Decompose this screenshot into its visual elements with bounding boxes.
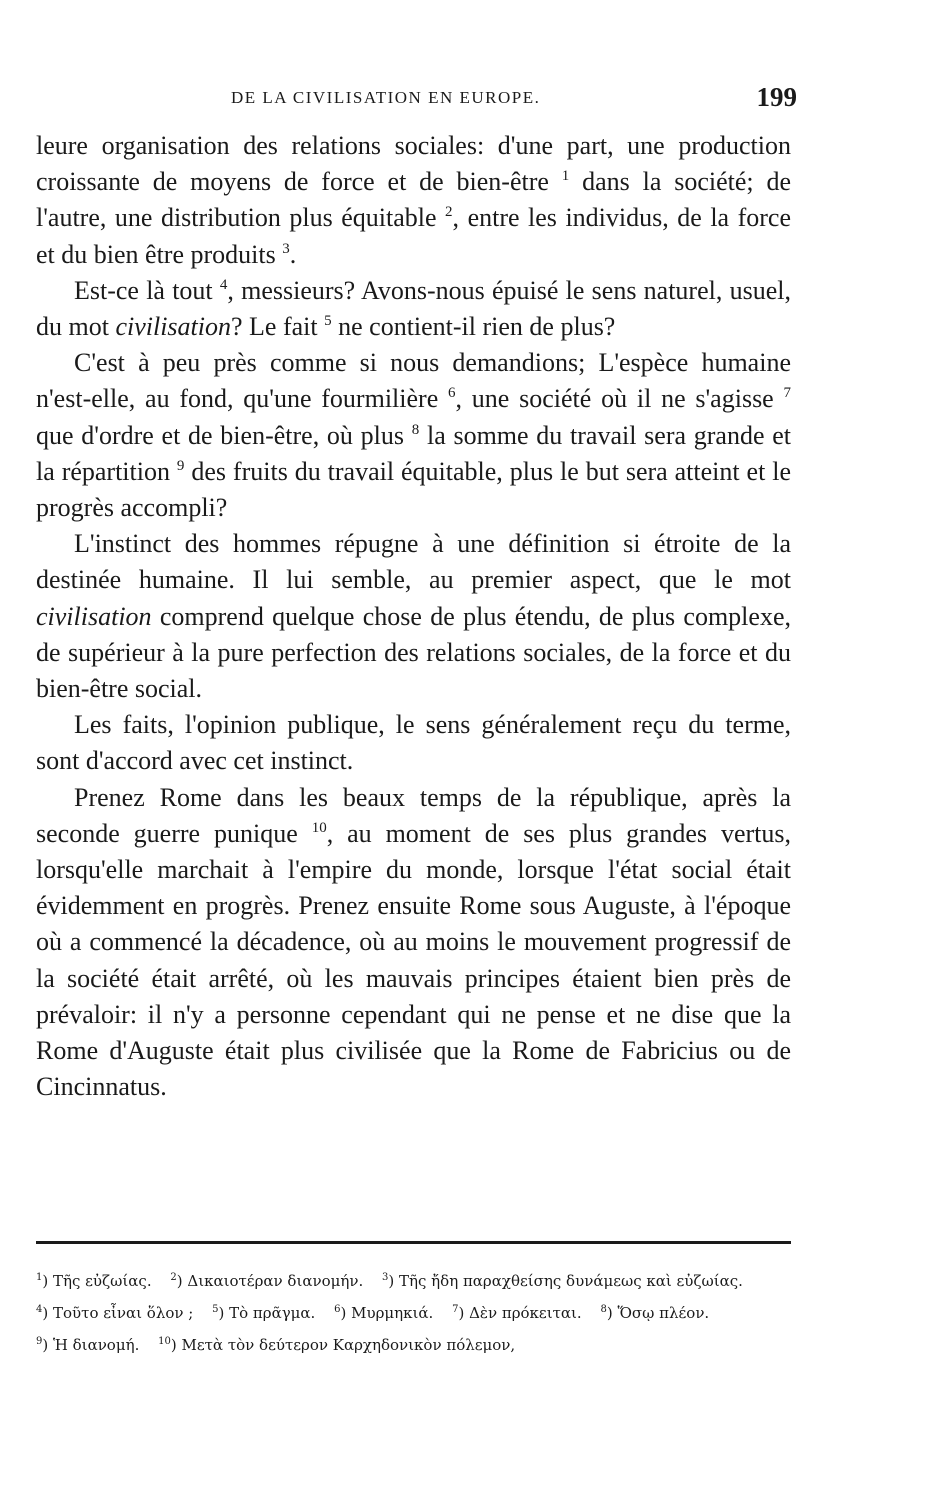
footnote-paren: ) <box>218 1304 230 1322</box>
footnote-number: 6 <box>334 1304 341 1315</box>
footnote-rule <box>36 1241 791 1244</box>
text-run: la somme du travail sera grande et la répartition <box>36 420 791 486</box>
text-run: dans la société; de l'autre, une distribution plus équitable <box>36 167 791 233</box>
footnote-marker: 7 <box>783 385 792 402</box>
text-run: , au moment de ses plus grandes vertus, lorsqu'elle marchait à l'empire du monde, lorsque l'état social était évidemment en progrès. Prenez ensuite Rome sous Auguste, à l'époque où a commencé la décadence, où au moins le mouvement progressif de la société était arrêté, où les mauvais principes étaient bien près de prévaloir: il n'y a personne cependant qui ne pense et ne dise que la Rome d'Auguste était plus civilisée que la Rome de Fabricius ou de Cincinnatus. <box>36 818 791 1102</box>
footnote <box>36 1272 152 1290</box>
footnote <box>36 1336 139 1354</box>
paragraph <box>36 526 791 707</box>
footnote-paren: ) <box>170 1336 182 1354</box>
text-run: L'instinct des hommes répugne à une définition si étroite de la destinée humaine. Il lui semble, au premier aspect, que le mot <box>36 529 791 595</box>
paragraph <box>36 273 791 345</box>
running-head <box>36 82 797 114</box>
footnote-number: 3 <box>382 1272 389 1283</box>
footnote-paren: ) <box>42 1272 53 1290</box>
footnote-marker: 5 <box>324 313 332 330</box>
footnote-paren: ) <box>42 1336 53 1354</box>
body-text <box>36 128 791 1105</box>
footnote-paren: ) <box>340 1304 352 1322</box>
footnote-text: Μετὰ τὸν δεύτερον Καρχηδονικὸν πόλεμον, <box>181 1336 516 1354</box>
footnote <box>36 1304 193 1322</box>
footnote-marker: 10 <box>311 819 327 836</box>
footnote-marker: 8 <box>411 421 420 438</box>
text-run: , une société où il ne s'agisse <box>455 384 784 414</box>
footnote-text: Τῆς εὐζωίας. <box>53 1272 152 1290</box>
footnote-text: Τοῦτο εἶναι ὅλον ; <box>53 1304 194 1322</box>
footnote-paren: ) <box>176 1272 188 1290</box>
page-number: 199 <box>756 82 797 112</box>
text-run: ? Le fait <box>231 312 325 342</box>
footnote-marker: 6 <box>448 385 456 402</box>
footnote <box>212 1304 315 1322</box>
text-run: C'est à peu près comme si nous demandions; L'espèce humaine n'est-elle, au fond, qu'une fourmilière <box>36 348 791 414</box>
footnote-number: 9 <box>36 1336 43 1347</box>
footnote <box>382 1272 743 1290</box>
footnote-text: Τὸ πρᾶγμα. <box>229 1304 316 1322</box>
paragraph <box>36 345 791 526</box>
footnote-paren: ) <box>458 1304 470 1322</box>
text-run: ne contient-il rien de plus? <box>331 312 616 342</box>
footnote-number: 7 <box>452 1304 459 1315</box>
footnote-number: 5 <box>212 1304 219 1315</box>
text-run: Prenez Rome dans les beaux temps de la république, après la seconde guerre punique <box>36 782 791 848</box>
footnote-number: 2 <box>170 1272 177 1283</box>
emphasis: civilisation <box>115 312 231 342</box>
text-run: Est-ce là tout <box>74 275 220 305</box>
paragraph <box>36 128 791 273</box>
footnote-text: Μυρμηκιά. <box>351 1304 434 1322</box>
footnote-paren: ) <box>606 1304 618 1322</box>
emphasis: civilisation <box>36 601 152 631</box>
footnote-paren: ) <box>42 1304 53 1322</box>
footnote-marker: 9 <box>176 457 185 474</box>
footnote <box>170 1272 363 1290</box>
footnote-text: Δικαιοτέραν διανομήν. <box>187 1272 364 1290</box>
footnote-paren: ) <box>388 1272 400 1290</box>
footnote <box>452 1304 582 1322</box>
footnote-number: 1 <box>36 1272 43 1283</box>
footnote-marker: 1 <box>561 168 570 185</box>
footnote-marker: 4 <box>219 276 228 293</box>
text-run: Les faits, l'opinion publique, le sens généralement reçu du terme, sont d'accord avec cet instinct. <box>36 710 791 776</box>
footnote-text: Ὅσῳ πλέον. <box>617 1304 710 1322</box>
footnote-text: Δὲν πρόκειται. <box>469 1304 582 1322</box>
paragraph <box>36 707 791 779</box>
footnote-text: Ἡ διανομή. <box>53 1336 140 1354</box>
text-run: que d'ordre et de bien-être, où plus <box>36 420 412 450</box>
footnote-marker: 3 <box>282 240 290 257</box>
footnote <box>334 1304 433 1322</box>
text-run: , entre les individus, de la force et du bien être produits <box>36 203 791 269</box>
text-run: leure organisation des relations sociales: d'une part, une production croissante de moyens de force et de bien-être <box>36 131 791 197</box>
footnote-marker: 2 <box>445 204 453 221</box>
footnote-number: 10 <box>158 1336 171 1347</box>
paragraph <box>36 780 791 1106</box>
footnote-number: 8 <box>600 1304 607 1315</box>
footnote-text: Τῆς ἤδη παραχθείσης δυνάμεως καὶ εὐζωίας. <box>399 1272 743 1290</box>
footnotes <box>36 1265 791 1361</box>
footnote-number: 4 <box>36 1304 43 1315</box>
footnote <box>600 1304 709 1322</box>
running-title: DE LA CIVILISATION EN EUROPE. <box>231 88 541 107</box>
text-run: . <box>289 239 297 269</box>
text-run: des fruits du travail équitable, plus le but sera atteint et le progrès accompli? <box>36 456 791 523</box>
text-run: , messieurs? Avons-nous épuisé le sens naturel, usuel, du mot <box>36 275 791 342</box>
text-run: comprend quelque chose de plus étendu, de plus complexe, de supérieur à la pure perfection des relations sociales, de la force et du bien-être social. <box>36 601 791 704</box>
footnote <box>158 1336 515 1354</box>
